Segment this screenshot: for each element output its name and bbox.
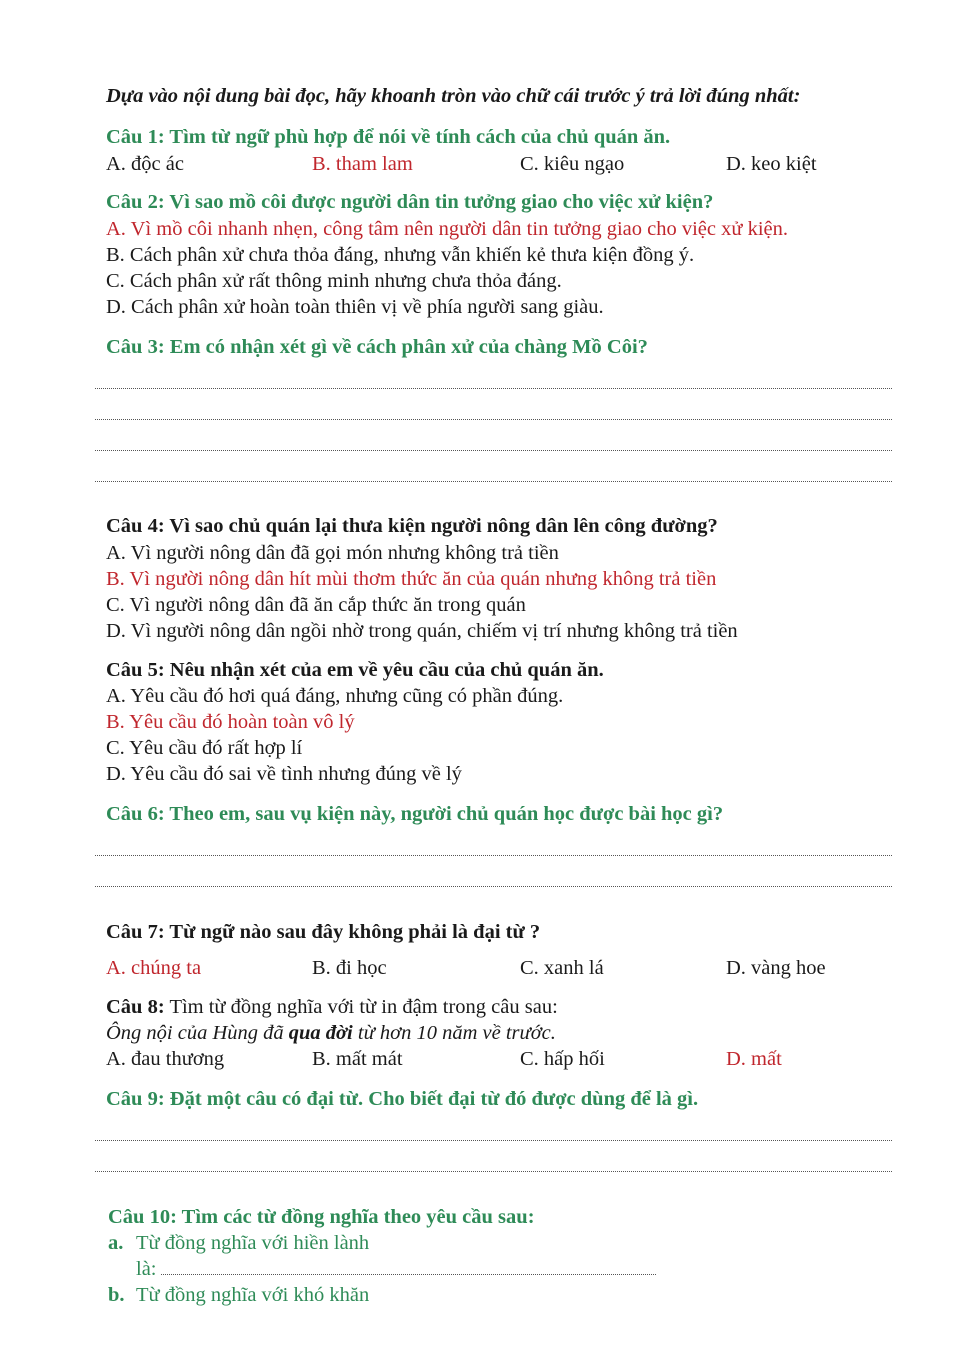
q3-answer-line-3[interactable] <box>95 450 892 451</box>
q1-option-c[interactable]: C. kiêu ngạo <box>520 153 625 175</box>
q8-option-d[interactable]: D. mất <box>726 1048 782 1070</box>
question-10: Câu 10: Tìm các từ đồng nghĩa theo yêu cầu sau: <box>108 1206 535 1228</box>
q8-option-a[interactable]: A. đau thương <box>106 1048 225 1070</box>
question-8-text: Tìm từ đồng nghĩa với từ in đậm trong câu sau: <box>169 996 558 1018</box>
question-3: Câu 3: Em có nhận xét gì về cách phân xử của chàng Mồ Côi? <box>106 336 648 358</box>
question-9: Câu 9: Đặt một câu có đại từ. Cho biết đại từ đó được dùng để là gì. <box>106 1088 699 1110</box>
q2-option-b[interactable]: B. Cách phân xử chưa thỏa đáng, nhưng vẫn khiến kẻ thưa kiện đồng ý. <box>106 244 695 266</box>
q8-sentence-before: Ông nội của Hùng đã <box>106 1022 289 1044</box>
question-6: Câu 6: Theo em, sau vụ kiện này, người chủ quán học được bài học gì? <box>106 803 724 825</box>
q7-option-d[interactable]: D. vàng hoe <box>726 957 826 979</box>
q3-answer-line-4[interactable] <box>95 481 892 482</box>
question-5: Câu 5: Nêu nhận xét của em về yêu cầu của chủ quán ăn. <box>106 659 604 681</box>
q1-option-a[interactable]: A. độc ác <box>106 153 184 175</box>
q10-part-b-text: Từ đồng nghĩa với khó khăn <box>136 1284 370 1306</box>
q6-answer-line-1[interactable] <box>95 855 892 856</box>
q8-sentence-after: từ hơn 10 năm về trước. <box>352 1022 556 1044</box>
question-8-label: Câu 8: <box>106 996 165 1018</box>
q4-option-a[interactable]: A. Vì người nông dân đã gọi món nhưng không trả tiền <box>106 542 559 564</box>
q10-part-a-answer-line[interactable] <box>161 1274 656 1275</box>
q10-part-a-text: Từ đồng nghĩa với hiền lành <box>136 1232 370 1254</box>
q8-bold-word: qua đời <box>288 1022 353 1044</box>
q5-option-a[interactable]: A. Yêu cầu đó hơi quá đáng, nhưng cũng có phần đúng. <box>106 685 564 707</box>
question-2: Câu 2: Vì sao mồ côi được người dân tin tưởng giao cho việc xử kiện? <box>106 191 714 213</box>
q10-part-a <box>108 1232 369 1256</box>
q3-answer-line-2[interactable] <box>95 419 892 420</box>
q7-option-a[interactable]: A. chúng ta <box>106 957 202 979</box>
q9-answer-line-2[interactable] <box>95 1171 892 1172</box>
q10-part-a-label: a. <box>108 1232 124 1254</box>
q9-answer-line-1[interactable] <box>95 1140 892 1141</box>
q2-option-d[interactable]: D. Cách phân xử hoàn toàn thiên vị về phía người sang giàu. <box>106 296 604 318</box>
q10-part-b-label: b. <box>108 1284 125 1306</box>
question-4: Câu 4: Vì sao chủ quán lại thưa kiện người nông dân lên công đường? <box>106 515 718 537</box>
q4-option-d[interactable]: D. Vì người nông dân ngồi nhờ trong quán, chiếm vị trí nhưng không trả tiền <box>106 620 738 642</box>
question-8 <box>106 996 558 1020</box>
q8-option-c[interactable]: C. hấp hối <box>520 1048 605 1070</box>
instruction-text: Dựa vào nội dung bài đọc, hãy khoanh tròn vào chữ cái trước ý trả lời đúng nhất: <box>106 85 801 107</box>
q5-option-d[interactable]: D. Yêu cầu đó sai về tình nhưng đúng về lý <box>106 763 462 785</box>
q2-option-c[interactable]: C. Cách phân xử rất thông minh nhưng chưa thỏa đáng. <box>106 270 562 292</box>
q5-option-b[interactable]: B. Yêu cầu đó hoàn toàn vô lý <box>106 711 355 733</box>
q4-option-c[interactable]: C. Vì người nông dân đã ăn cắp thức ăn trong quán <box>106 594 526 616</box>
q5-option-c[interactable]: C. Yêu cầu đó rất hợp lí <box>106 737 303 759</box>
q8-sentence <box>106 1022 556 1046</box>
q4-option-b[interactable]: B. Vì người nông dân hít mùi thơm thức ăn của quán nhưng không trả tiền <box>106 568 717 590</box>
q8-option-b[interactable]: B. mất mát <box>312 1048 403 1070</box>
q10-part-a-answer-label: là: <box>136 1258 157 1280</box>
q10-part-a-answer <box>136 1258 656 1282</box>
question-1: Câu 1: Tìm từ ngữ phù hợp để nói về tính cách của chủ quán ăn. <box>106 126 671 148</box>
q6-answer-line-2[interactable] <box>95 886 892 887</box>
q7-option-c[interactable]: C. xanh lá <box>520 957 604 979</box>
q1-option-b[interactable]: B. tham lam <box>312 153 413 175</box>
question-7: Câu 7: Từ ngữ nào sau đây không phải là đại từ ? <box>106 921 541 943</box>
q2-option-a[interactable]: A. Vì mồ côi nhanh nhẹn, công tâm nên người dân tin tưởng giao cho việc xử kiện. <box>106 218 789 240</box>
q3-answer-line-1[interactable] <box>95 388 892 389</box>
q7-option-b[interactable]: B. đi học <box>312 957 387 979</box>
q10-part-b <box>108 1284 369 1308</box>
q1-option-d[interactable]: D. keo kiệt <box>726 153 817 175</box>
